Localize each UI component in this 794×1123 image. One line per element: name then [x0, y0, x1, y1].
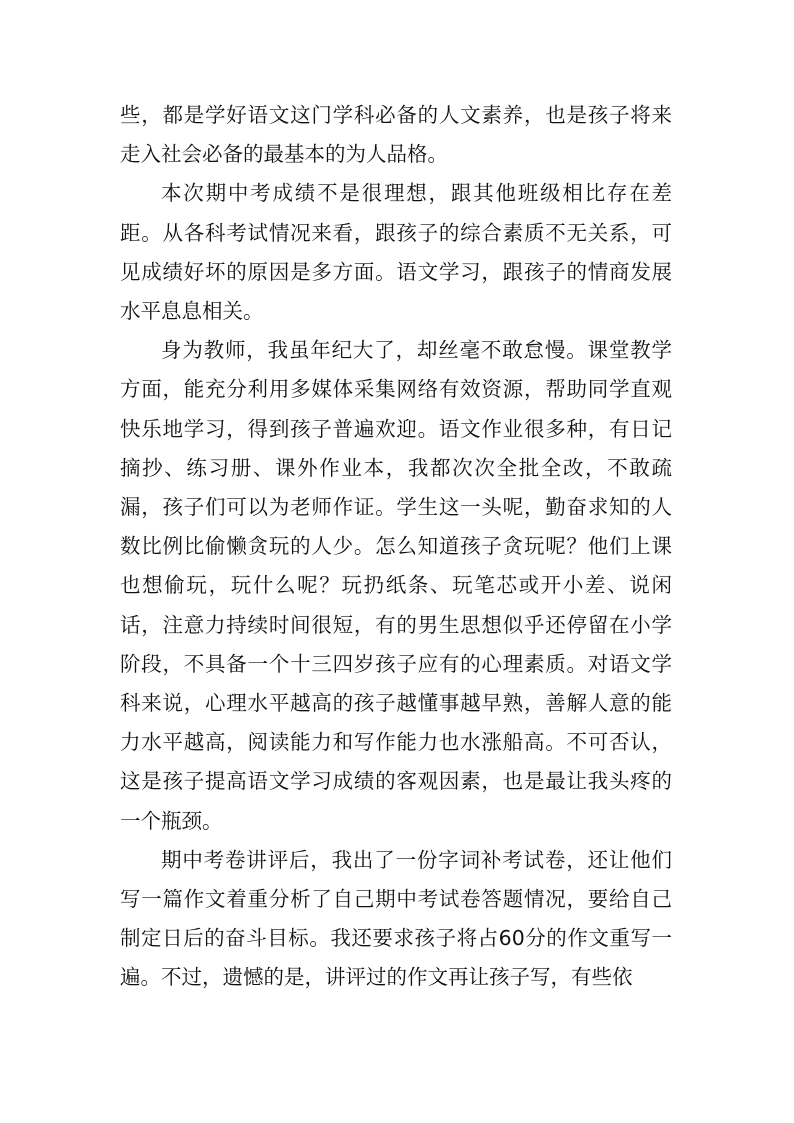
document-body [120, 96, 672, 998]
paragraph-exam-review: 期中考卷讲评后，我出了一份字词补考试卷，还让他们写一篇作文着重分析了自己期中考试卷答题情况，要给自己制定日后的奋斗目标。我还要求孩子将占60分的作文重写一遍。不过，遗憾的是，讲评过的作文再让孩子写，有些依 [120, 847, 672, 990]
paragraph-continuation: 些，都是学好语文这门学科必备的人文素养，也是孩子将来走入社会必备的最基本的为人品格。 [120, 103, 672, 167]
paragraph-exam-results: 本次期中考成绩不是很理想，跟其他班级相比存在差距。从各科考试情况来看，跟孩子的综合素质不无关系，可见成绩好坏的原因是多方面。语文学习，跟孩子的情商发展水平息息相关。 [120, 181, 672, 324]
paragraph-teaching: 身为教师，我虽年纪大了，却丝毫不敢怠慢。课堂教学方面，能充分利用多媒体采集网络有效资源，帮助同学直观快乐地学习，得到孩子普遍欢迎。语文作业很多种，有日记摘抄、练习册、课外作业本，我都次次全批全改，不敢疏漏，孩子们可以为老师作证。学生这一头呢，勤奋求知的人数比例比偷懒贪玩的人少。怎么知道孩子贪玩呢？他们上课也想偷玩，玩什么呢？玩扔纸条、玩笔芯或开小差、说闲话，注意力持续时间很短，有的男生思想似乎还停留在小学阶段，不具备一个十三四岁孩子应有的心理素质。对语文学科来说，心理水平越高的孩子越懂事越早熟，善解人意的能力水平越高，阅读能力和写作能力也水涨船高。不可否认，这是孩子提高语文学习成绩的客观因素，也是最让我头疼的一个瓶颈。 [120, 338, 672, 833]
